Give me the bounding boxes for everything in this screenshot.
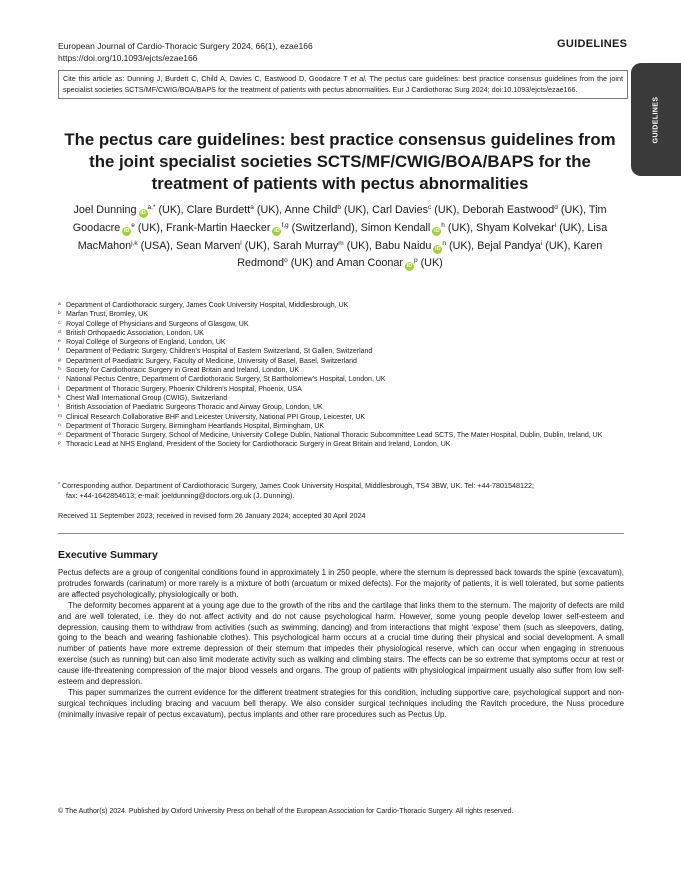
received-dates: Received 11 September 2023; received in revised form 26 January 2024; accepted 30 April 2024 [58, 511, 366, 520]
affiliation-text: Thoracic Lead at NHS England, President of the Society for Cardiothoracic Surgery in Great Britain and Ireland, London, UK [66, 441, 451, 449]
author-name[interactable]: Tim Goodacre [72, 204, 607, 234]
author-entry [361, 222, 473, 234]
author-name[interactable]: Sarah Murray [272, 239, 339, 252]
section-divider [58, 533, 624, 534]
affiliation-item [58, 422, 624, 431]
affiliation-item [58, 431, 624, 440]
affiliation-mark: e [58, 339, 61, 345]
author-name[interactable]: Aman Coonar [336, 257, 403, 270]
author-country: (UK) [420, 257, 443, 270]
affiliation-mark: o [58, 432, 61, 438]
author-affiliation-mark: o [284, 257, 288, 265]
author-entry [375, 240, 474, 252]
affiliation-text: Royal College of Physicians and Surgeons of Glasgow, UK [66, 320, 249, 328]
affiliation-item [58, 329, 624, 338]
article-title: The pectus care guidelines: best practice consensus guidelines from the joint specialist societies SCTS/MF/CWIG/BOA/BAPS for the treatment of patients with pectus abnormalities [64, 130, 616, 193]
citation-box [58, 70, 628, 99]
executive-summary-heading: Executive Summary [58, 549, 158, 561]
author-country: (Switzerland), [291, 221, 358, 234]
affiliation-item [58, 366, 624, 375]
author-country: (USA), [140, 239, 174, 252]
affiliation-text: Department of Paediatric Surgery, Faculty of Medicine, University of Basel, Basel, Switzerland [66, 357, 357, 365]
affiliation-text: Department of Cardiothoracic surgery, James Cook University Hospital, Middlesbrough, UK [66, 302, 349, 309]
affiliation-item [58, 338, 624, 347]
journal-info [58, 40, 313, 64]
author-name[interactable]: Shyam Kolvekar [476, 221, 555, 234]
author-country: (UK), [560, 204, 587, 216]
author-affiliation-mark: m [338, 239, 344, 247]
author-name[interactable]: Frank-Martin Haecker [166, 221, 271, 234]
affiliation-text: British Orthopaedic Association, London, UK [66, 329, 204, 337]
affiliation-text: Marfan Trust, Bromley, UK [66, 311, 148, 319]
section-side-tab [631, 63, 681, 176]
author-list [58, 202, 622, 273]
author-country: (UK), [137, 221, 164, 234]
summary-paragraph: Pectus defects are a group of congenital conditions found in approximately 1 in 250 people, where the sternum is depressed back towards the spine (excavatum), protrudes forwards (carinatum) or more rarely is a mixture of both (arcuatum or mixed defects). For the majority of patients, it is well tolerated, but some patients are affected psychologically, physiologically or both. [58, 568, 624, 599]
orcid-icon[interactable]: iD [140, 210, 146, 216]
author-name[interactable]: Deborah Eastwood [462, 204, 555, 216]
affiliation-mark: g [58, 357, 61, 363]
affiliation-item [58, 440, 624, 449]
orcid-icon[interactable]: iD [274, 227, 280, 234]
author-entry [462, 204, 586, 216]
affiliation-item [58, 394, 624, 403]
author-entry [166, 222, 358, 234]
corresponding-mark: * [58, 482, 60, 488]
affiliation-mark: k [58, 394, 61, 400]
author-entry [285, 204, 370, 216]
author-entry [477, 240, 570, 252]
affiliation-item [58, 347, 624, 356]
author-affiliation-mark: b [337, 204, 341, 211]
author-name[interactable]: Bejal Pandya [477, 239, 541, 252]
author-country: (UK), [346, 239, 372, 252]
author-affiliation-mark: h [441, 221, 445, 229]
author-affiliation-mark: p [413, 257, 418, 265]
author-name[interactable]: Clare Burdett [186, 204, 251, 216]
citation-et-al: et al. [350, 74, 367, 83]
affiliation-text: Department of Thoracic Surgery, Phoenix Children’s Hospital, Phoenix, USA [66, 385, 302, 393]
affiliation-text: National Pectus Centre, Department of Cardiothoracic Surgery, St Bartholomew’s Hospital, London, UK [66, 376, 386, 384]
section-label: GUIDELINES [557, 38, 628, 50]
author-country: (UK), [434, 204, 460, 216]
author-entry [176, 240, 270, 252]
author-country: (UK), [448, 239, 475, 252]
copyright-notice [58, 808, 513, 815]
author-affiliation-mark: l [240, 239, 242, 247]
author-country: (UK) and [290, 257, 334, 270]
corresponding-line-2: fax: +44-1642854613; e-mail: joeldunning@doctors.org.uk (J. Dunning). [66, 491, 295, 500]
affiliation-mark: m [58, 413, 62, 419]
affiliation-mark: p [58, 441, 61, 447]
author-name[interactable]: Lisa MacMahon [77, 221, 608, 252]
affiliation-item [58, 413, 624, 422]
author-affiliation-mark: n [442, 239, 446, 247]
orcid-icon[interactable]: iD [123, 227, 130, 234]
citation-rest: The pectus care guidelines: best practice consensus guidelines from the joint specialist societies SCTS/MF/CWIG/BOA/BAPS for the treatment of patients with pectus abnormalities. Eur J Cardiothorac Surg 2024; doi:10.1093/ejcts/ezae166. [63, 74, 623, 94]
orcid-icon[interactable]: iD [435, 245, 441, 252]
author-affiliation-mark: a,* [147, 204, 156, 211]
affiliation-text: Chest Wall International Group (CWIG), Switzerland [66, 394, 228, 402]
affiliation-item [58, 375, 624, 384]
author-name[interactable]: Carl Davies [372, 204, 428, 216]
author-country: (UK), [256, 204, 283, 216]
affiliation-item [58, 320, 624, 329]
orcid-icon[interactable]: iD [434, 227, 440, 234]
author-name[interactable]: Sean Marven [176, 239, 241, 252]
affiliation-mark: l [58, 404, 60, 410]
author-name[interactable]: Babu Naidu [374, 239, 432, 252]
side-tab-label: GUIDELINES [652, 96, 660, 143]
affiliation-text: Clinical Research Collaborative BHF and Leicester University, National PPI Group, Leicester, UK [66, 413, 366, 421]
affiliation-mark: a [58, 302, 61, 307]
affiliation-item [58, 403, 624, 412]
author-country: (UK), [545, 239, 571, 252]
author-country: (UK), [447, 221, 474, 234]
author-affiliation-mark: i [554, 221, 557, 229]
author-country: (UK), [244, 239, 270, 252]
citation-prefix: Cite this article as: Dunning J, Burdett C, Child A, Davies C, Eastwood D, Goodacre T [63, 74, 351, 83]
author-name[interactable]: Anne Child [284, 204, 338, 216]
author-affiliation-mark: e [131, 221, 135, 229]
corresponding-line-1: Corresponding author. Department of Cardiothoracic Surgery, James Cook University Hospital, Middlesbrough, TS4 3BW, UK. Tel: +44-7801548122; [61, 481, 534, 490]
affiliation-item [58, 301, 624, 310]
affiliation-mark: i [58, 376, 60, 382]
journal-citation-line: European Journal of Cardio-Thoracic Surgery 2024, 66(1), ezae166 [58, 41, 313, 51]
affiliation-text: British Association of Paediatric Surgeons Thoracic and Airway Group, London, UK [66, 404, 323, 412]
author-affiliation-mark: a [250, 204, 254, 211]
author-affiliation-mark: i [540, 239, 543, 247]
affiliation-mark: j [58, 385, 60, 391]
affiliation-mark: b [58, 311, 61, 317]
author-name[interactable]: Joel Dunning [73, 204, 137, 216]
author-entry [372, 204, 459, 216]
executive-summary-body [58, 568, 624, 721]
summary-paragraph: The deformity becomes apparent at a young age due to the growth of the ribs and the cartilage that links them to the sternum. The majority of defects are mild and are well tolerated, i.e. they do not affect activity and do not cause psychological harm. However, some young people develop lower self-esteem and depression, causing them to withdraw from activities (such as swimming, dancing) and from interactions that might ‘expose’ them (such as sleepovers, dating, going to the beach and wearing fashionable clothes). This psychological harm occurs at a crucial time during their physical and social development. A small number of patients have more extreme depression of their sternum that impedes their physiological reserve, which can occur when engaging in strenuous exercise (such as running) but can also limit moderate activity such as walking and climbing stairs. The effects can be so extreme that symptoms occur at rest or cause life-threatening compression of the major blood vessels and organs. The group of patients with physiological impairment usually also suffer from low self-esteem and depression. [58, 600, 624, 687]
summary-paragraph: This paper summarizes the current evidence for the different treatment strategies for this condition, including supportive care, psychological support and non-surgical techniques including bracing and vacuum bell therapy. We also consider surgical techniques including the Ravitch procedure, the Nuss procedure (minimally invasive repair of pectus excavatum), pectus implants and other rare procedures such as Pectus Up. [58, 687, 624, 719]
affiliation-mark: f [58, 348, 60, 354]
doi-link[interactable]: https://doi.org/10.1093/ejcts/ezae166 [58, 53, 198, 63]
author-affiliation-mark: j,k [131, 239, 138, 247]
affiliation-item [58, 385, 624, 394]
affiliation-text: Department of Pediatric Surgery, Children’s Hospital of Eastern Switzerland, St Gallen, Switzerland [66, 348, 373, 356]
affiliation-text: Royal College of Surgeons of England, London, UK [66, 339, 226, 347]
affiliation-mark: d [58, 329, 61, 335]
affiliation-text: Society for Cardiothoracic Surgery in Great Britain and Ireland, London, UK [66, 367, 300, 375]
affiliation-mark: c [58, 320, 61, 326]
affiliation-mark: n [58, 422, 61, 428]
copyright-text: The Author(s) 2024. Published by Oxford University Press on behalf of the European Association for Cardio-Thoracic Surgery. All rights reserved. [65, 808, 514, 815]
author-country: (UK), [559, 221, 585, 234]
author-affiliation-mark: d [554, 204, 558, 211]
affiliation-list [58, 301, 624, 450]
author-entry [476, 222, 584, 234]
affiliation-item [58, 357, 624, 366]
author-affiliation-mark: f,g [281, 221, 289, 229]
affiliation-item [58, 310, 624, 319]
author-entry [187, 204, 282, 216]
author-name[interactable]: Simon Kendall [360, 221, 431, 234]
author-entry [336, 257, 442, 269]
affiliation-text: Department of Thoracic Surgery, School of Medicine, University College Dublin, National Thoracic Subcommittee Lead SCTS, The Mater Hospital, Dublin, Dublin, Ireland, UK [66, 432, 603, 440]
author-affiliation-mark: c [427, 204, 432, 211]
orcid-icon[interactable]: iD [406, 263, 413, 270]
affiliation-mark: h [58, 367, 61, 373]
author-country: (UK), [158, 204, 184, 216]
author-entry [273, 240, 372, 252]
author-entry [73, 204, 183, 216]
corresponding-author [58, 480, 624, 501]
affiliation-text: Department of Thoracic Surgery, Birmingham Heartlands Hospital, Birmingham, UK [66, 422, 325, 430]
author-name[interactable]: Karen Redmond [237, 239, 603, 270]
author-country: (UK), [343, 204, 370, 216]
copyright-icon: © [58, 808, 64, 815]
